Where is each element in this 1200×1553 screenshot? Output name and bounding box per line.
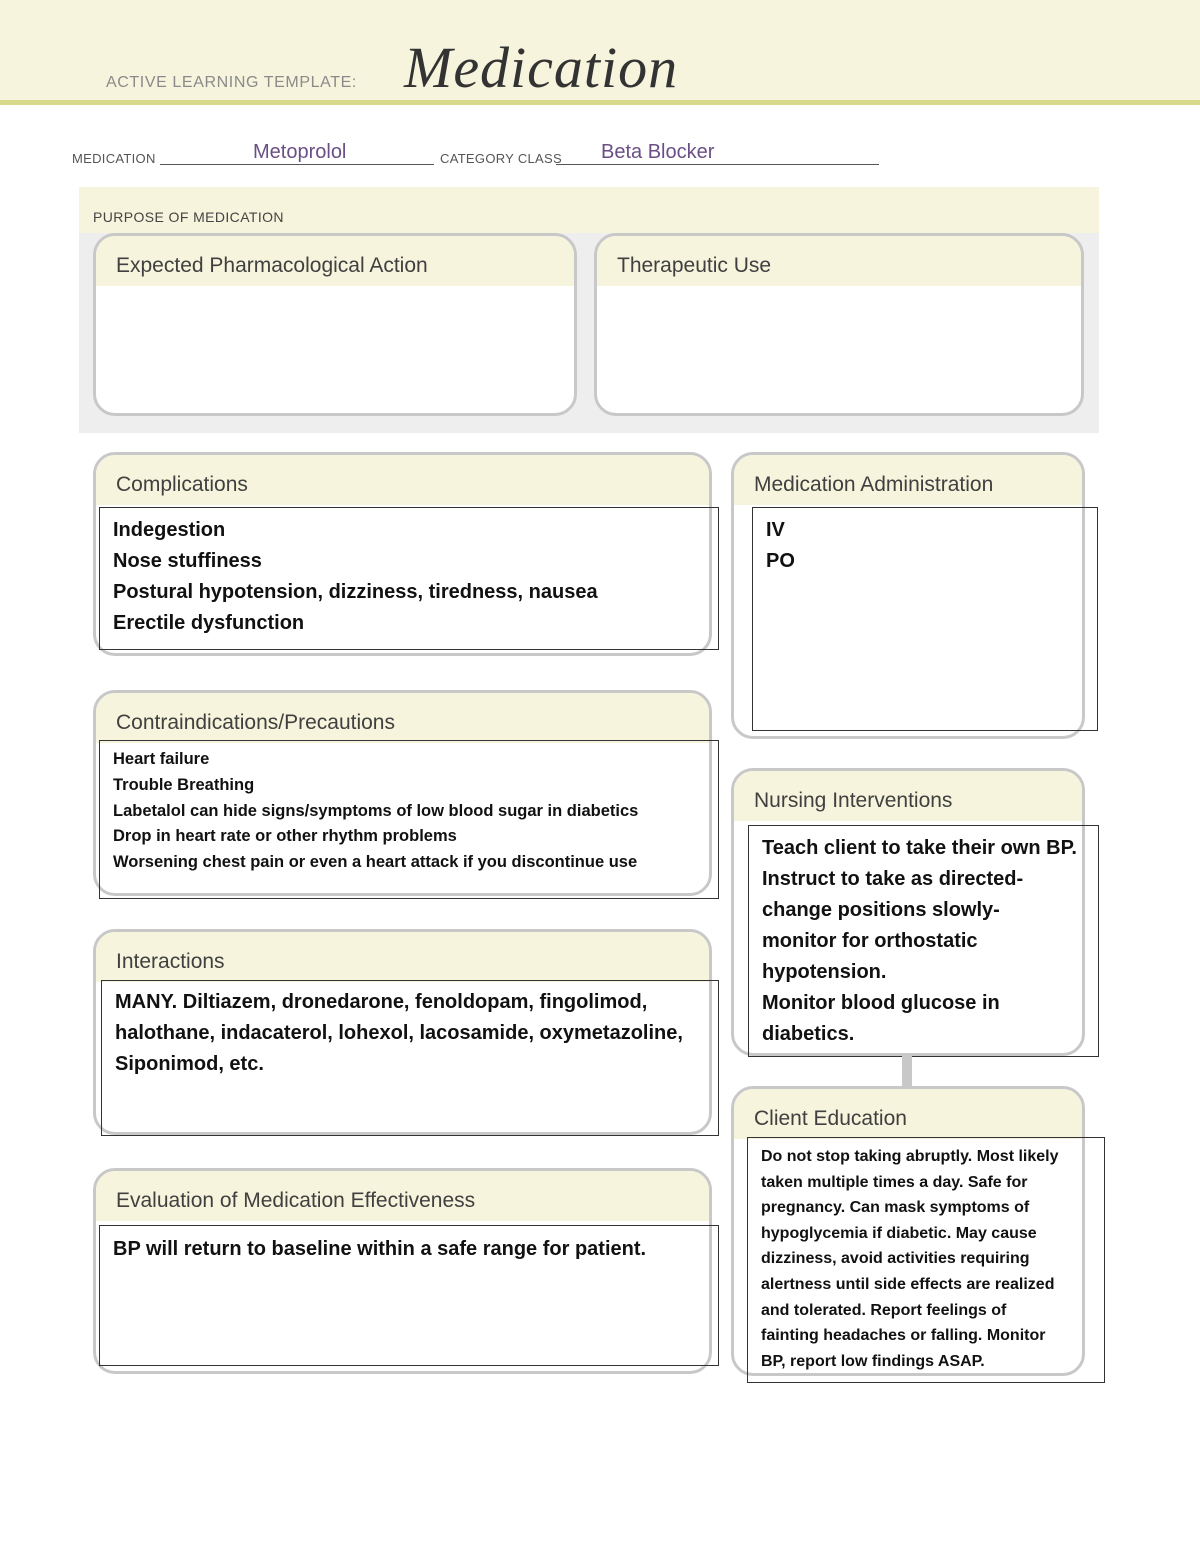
contraindications-line: Drop in heart rate or other rhythm problems [113, 827, 457, 846]
contraindications-textbox[interactable] [99, 740, 719, 899]
client-education-title: Client Education [754, 1107, 907, 1130]
client-education-line: taken multiple times a day. Safe for [761, 1173, 1028, 1191]
client-education-line: pregnancy. Can mask symptoms of [761, 1199, 1030, 1217]
nursing-intervention-line: monitor for orthostatic [762, 930, 978, 952]
complications-line: Postural hypotension, dizziness, tiredness, nausea [113, 581, 598, 603]
administration-route: IV [766, 519, 785, 541]
medication-field[interactable] [160, 141, 434, 165]
medication-value: Metoprolol [253, 141, 347, 163]
contraindications-line: Trouble Breathing [113, 775, 255, 794]
nursing-intervention-line: Monitor blood glucose in [762, 992, 1000, 1014]
interactions-line: halothane, indacaterol, lohexol, lacosamide, oxymetazoline, [115, 1022, 683, 1044]
evaluation-title: Evaluation of Medication Effectiveness [116, 1189, 476, 1212]
medication-label: MEDICATION [72, 151, 156, 166]
template-title: Medication [404, 35, 679, 100]
complications-line: Indegestion [113, 519, 226, 541]
nursing-intervention-line: change positions slowly- [762, 899, 1000, 921]
nursing-intervention-line: Instruct to take as directed- [762, 868, 1024, 890]
interactions-textbox[interactable] [101, 980, 719, 1136]
client-education-line: fainting headaches or falling. Monitor [761, 1327, 1046, 1345]
nursing-intervention-line: Teach client to take their own BP. [762, 837, 1077, 859]
client-education-lines [761, 1144, 1059, 1374]
evaluation-lines [113, 1234, 646, 1265]
contraindications-line: Worsening chest pain or even a heart attack if you discontinue use [113, 853, 638, 872]
category-class-value: Beta Blocker [601, 141, 715, 163]
nursing-intervention-line: diabetics. [762, 1023, 855, 1045]
complications-lines [113, 515, 598, 639]
contraindications-line: Heart failure [113, 750, 210, 768]
nursing-interventions-title: Nursing Interventions [754, 789, 953, 812]
client-education-line: hypoglycemia if diabetic. May cause [761, 1224, 1037, 1242]
evaluation-textbox[interactable] [99, 1225, 719, 1366]
client-education-line: alertness until side effects are realized [761, 1275, 1055, 1293]
complications-line: Erectile dysfunction [113, 612, 305, 634]
complications-title: Complications [116, 473, 248, 496]
therapeutic-use-title: Therapeutic Use [617, 254, 772, 277]
category-class-label: CATEGORY CLASS [440, 151, 562, 166]
expected-action-title: Expected Pharmacological Action [116, 254, 428, 277]
medication-administration-textbox[interactable] [752, 507, 1098, 731]
template-label: ACTIVE LEARNING TEMPLATE: [106, 74, 357, 91]
therapeutic-use-card[interactable] [594, 233, 1084, 416]
evaluation-line: BP will return to baseline within a safe range for patient. [113, 1238, 647, 1260]
client-education-line: Do not stop taking abruptly. Most likely [761, 1148, 1059, 1165]
purpose-label: PURPOSE OF MEDICATION [93, 209, 284, 225]
connector-bar [902, 1054, 912, 1088]
client-education-line: dizziness, avoid activities requiring [761, 1250, 1030, 1268]
nursing-interventions-textbox[interactable] [748, 825, 1099, 1057]
contraindications-line: Labetalol can hide signs/symptoms of low blood sugar in diabetics [113, 801, 639, 820]
medication-administration-lines [766, 515, 795, 577]
interactions-line: MANY. Diltiazem, dronedarone, fenoldopam, fingolimod, [115, 991, 648, 1013]
interactions-title: Interactions [116, 950, 225, 973]
medication-administration-title: Medication Administration [754, 473, 994, 496]
interactions-lines [115, 987, 683, 1080]
category-class-field[interactable] [556, 141, 879, 165]
client-education-line: and tolerated. Report feelings of [761, 1301, 1007, 1319]
complications-line: Nose stuffiness [113, 550, 262, 572]
expected-action-card[interactable] [93, 233, 577, 416]
contraindications-lines [113, 747, 638, 876]
client-education-textbox[interactable] [747, 1137, 1105, 1383]
administration-route: PO [766, 550, 795, 572]
nursing-interventions-lines [762, 833, 1077, 1050]
interactions-line: Siponimod, etc. [115, 1053, 264, 1075]
nursing-intervention-line: hypotension. [762, 961, 887, 983]
complications-textbox[interactable] [99, 507, 719, 650]
contraindications-title: Contraindications/Precautions [116, 711, 395, 734]
client-education-line: BP, report low findings ASAP. [761, 1352, 985, 1370]
